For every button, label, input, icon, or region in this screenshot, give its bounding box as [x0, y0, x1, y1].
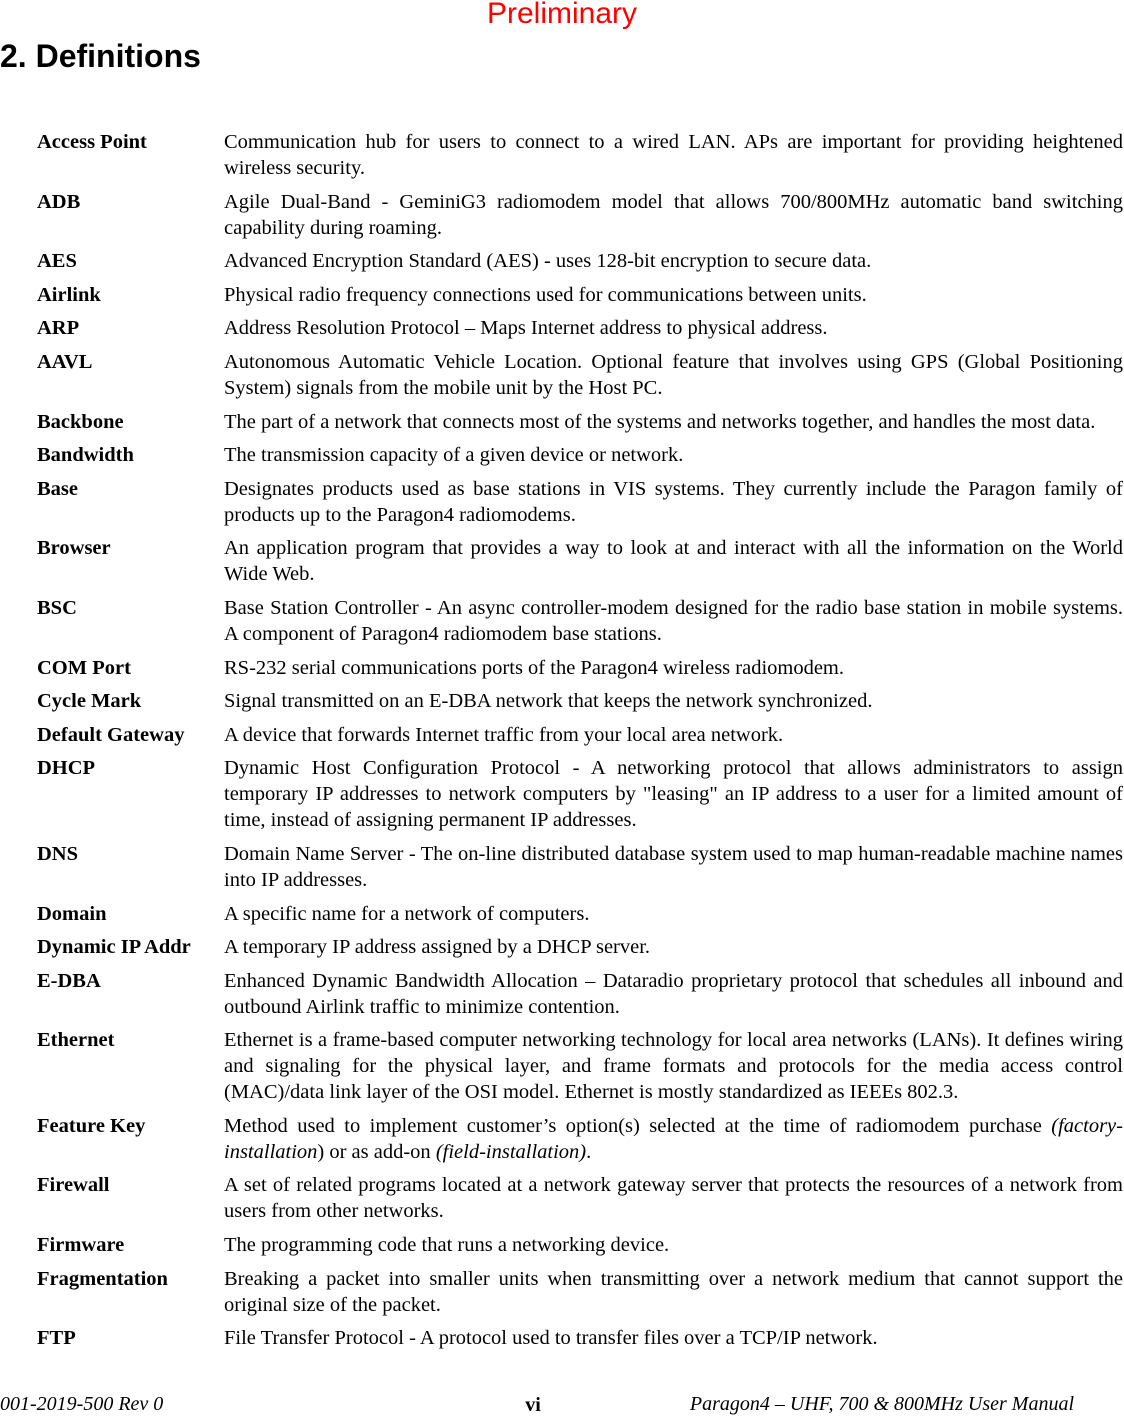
- definition-term: AAVL: [37, 350, 93, 373]
- definition-term: ADB: [37, 190, 81, 213]
- definition-item: [37, 349, 1123, 401]
- definition-text-part: ) or as add-on: [317, 1140, 436, 1163]
- definition-item: [37, 722, 1123, 748]
- definition-text: Base Station Controller - An async controller-modem designed for the radio base station in mobile systems. A component of Paragon4 radiomodem base stations.: [224, 596, 1123, 645]
- definition-term: DNS: [37, 842, 79, 865]
- definition-text: Physical radio frequency connections used for communications between units.: [224, 283, 867, 306]
- definition-term: Feature Key: [37, 1114, 146, 1137]
- definition-term: FTP: [37, 1327, 76, 1350]
- definition-text: Address Resolution Protocol – Maps Internet address to physical address.: [224, 317, 828, 340]
- definition-term: Browser: [37, 537, 111, 560]
- definition-text: The transmission capacity of a given device or network.: [224, 444, 684, 467]
- definition-item: [37, 655, 1123, 681]
- definitions-list: [37, 129, 1123, 1359]
- definition-text: Advanced Encryption Standard (AES) - uses 128-bit encryption to secure data.: [224, 250, 872, 273]
- definition-item: [37, 595, 1123, 647]
- section-title: 2. Definitions: [0, 38, 201, 74]
- definition-term: Domain: [37, 902, 107, 925]
- definition-text: Ethernet is a frame-based computer networking technology for local area networks (LANs). It defines wiring and signaling for the physical layer, and frame formats and protocols for the media access control (MAC)/data link layer of the OSI model. Ethernet is mostly standardized as IEEEs 802.3.: [224, 1029, 1123, 1104]
- definition-text: [224, 1113, 1123, 1165]
- definition-term: COM Port: [37, 656, 131, 679]
- definition-term: Dynamic IP Addr: [37, 936, 191, 959]
- definition-term: Firewall: [37, 1174, 110, 1197]
- definition-item: [37, 129, 1123, 181]
- definition-term: E-DBA: [37, 969, 101, 992]
- definition-item: [37, 1266, 1123, 1318]
- footer-manual-title: Paragon4 – UHF, 700 & 800MHz User Manual: [689, 1393, 1074, 1415]
- definition-text: The part of a network that connects most of the systems and networks together, and handles the most data.: [224, 410, 1096, 433]
- definition-text: Designates products used as base stations in VIS systems. They currently include the Paragon family of products up to the Paragon4 radiomodems.: [224, 477, 1123, 526]
- definition-item: [37, 315, 1123, 341]
- definition-item: [37, 409, 1123, 435]
- definition-item: [37, 968, 1123, 1020]
- definition-text: A device that forwards Internet traffic from your local area network.: [224, 723, 784, 746]
- definition-item: [37, 442, 1123, 468]
- definition-text-italic: (field-installation): [435, 1140, 587, 1163]
- definition-term: Backbone: [37, 410, 124, 433]
- page-footer: [0, 1392, 1124, 1416]
- definition-term: Access Point: [37, 131, 147, 153]
- definition-text: Agile Dual-Band - GeminiG3 radiomodem model that allows 700/800MHz automatic band switching capability during roaming.: [224, 190, 1123, 239]
- definition-text-italic: (factory-installation: [224, 1114, 1123, 1163]
- definition-text-part: .: [586, 1140, 592, 1163]
- definition-text: RS-232 serial communications ports of the Paragon4 wireless radiomodem.: [224, 656, 845, 679]
- definition-term: Base: [37, 477, 78, 500]
- definition-text: A set of related programs located at a network gateway server that protects the resources of a network from users from other networks.: [224, 1174, 1123, 1223]
- definition-item: [37, 755, 1123, 833]
- definition-item: [37, 1232, 1123, 1258]
- definition-text: File Transfer Protocol - A protocol used to transfer files over a TCP/IP network.: [224, 1327, 878, 1350]
- definition-item: [37, 1027, 1123, 1105]
- definition-item: [37, 248, 1123, 274]
- footer-doc-number: 001-2019-500 Rev 0: [0, 1393, 164, 1415]
- definition-term: Airlink: [37, 283, 101, 306]
- definition-text: Enhanced Dynamic Bandwidth Allocation – Dataradio proprietary protocol that schedules all inbound and outbound Airlink traffic to minimize contention.: [224, 969, 1123, 1018]
- definition-text: An application program that provides a way to look at and interact with all the information on the World Wide Web.: [224, 537, 1123, 586]
- definition-term: Bandwidth: [37, 444, 134, 467]
- definition-term: Ethernet: [37, 1029, 115, 1052]
- definition-item: [37, 282, 1123, 308]
- definition-term: ARP: [37, 317, 80, 340]
- definition-text: Autonomous Automatic Vehicle Location. Optional feature that involves using GPS (Global Positioning System) signals from the mobile unit by the Host PC.: [224, 350, 1123, 399]
- definition-item: [37, 189, 1123, 241]
- definition-term: Cycle Mark: [37, 690, 142, 713]
- definition-text: Communication hub for users to connect to a wired LAN. APs are important for providing heightened wireless security.: [224, 131, 1123, 179]
- definition-item: [37, 901, 1123, 927]
- definition-text: A specific name for a network of computers.: [224, 902, 590, 925]
- definition-term: BSC: [37, 596, 77, 619]
- definition-term: Firmware: [37, 1234, 125, 1257]
- definition-term: Default Gateway: [37, 723, 185, 746]
- definition-text: Domain Name Server - The on-line distributed database system used to map human-readable machine names into IP addresses.: [224, 842, 1123, 891]
- definition-text: Breaking a packet into smaller units when transmitting over a network medium that cannot support the original size of the packet.: [224, 1267, 1123, 1316]
- definition-item: [37, 841, 1123, 893]
- definition-text: Signal transmitted on an E-DBA network that keeps the network synchronized.: [224, 690, 873, 713]
- definition-text-part: Method used to implement customer’s option(s) selected at the time of radiomodem purchase: [224, 1114, 1052, 1137]
- definition-item: [37, 934, 1123, 960]
- definition-term: AES: [37, 250, 77, 273]
- definition-term: DHCP: [37, 757, 96, 780]
- definition-item: [37, 1172, 1123, 1224]
- footer-page-number: vi: [525, 1394, 541, 1416]
- definition-term: Fragmentation: [37, 1267, 168, 1290]
- definition-item: [37, 1325, 1123, 1351]
- definition-text: A temporary IP address assigned by a DHCP server.: [224, 936, 651, 959]
- preliminary-watermark: Preliminary: [486, 0, 638, 30]
- definition-text: The programming code that runs a networking device.: [224, 1234, 670, 1257]
- definition-text: Dynamic Host Configuration Protocol - A networking protocol that allows administrators to assign temporary IP addresses to network computers by "leasing" an IP address to a user for a limited amount of time, instead of assigning permanent IP addresses.: [224, 757, 1123, 832]
- definition-item: [37, 1113, 1123, 1165]
- definition-item: [37, 476, 1123, 528]
- definition-item: [37, 688, 1123, 714]
- definition-item: [37, 535, 1123, 587]
